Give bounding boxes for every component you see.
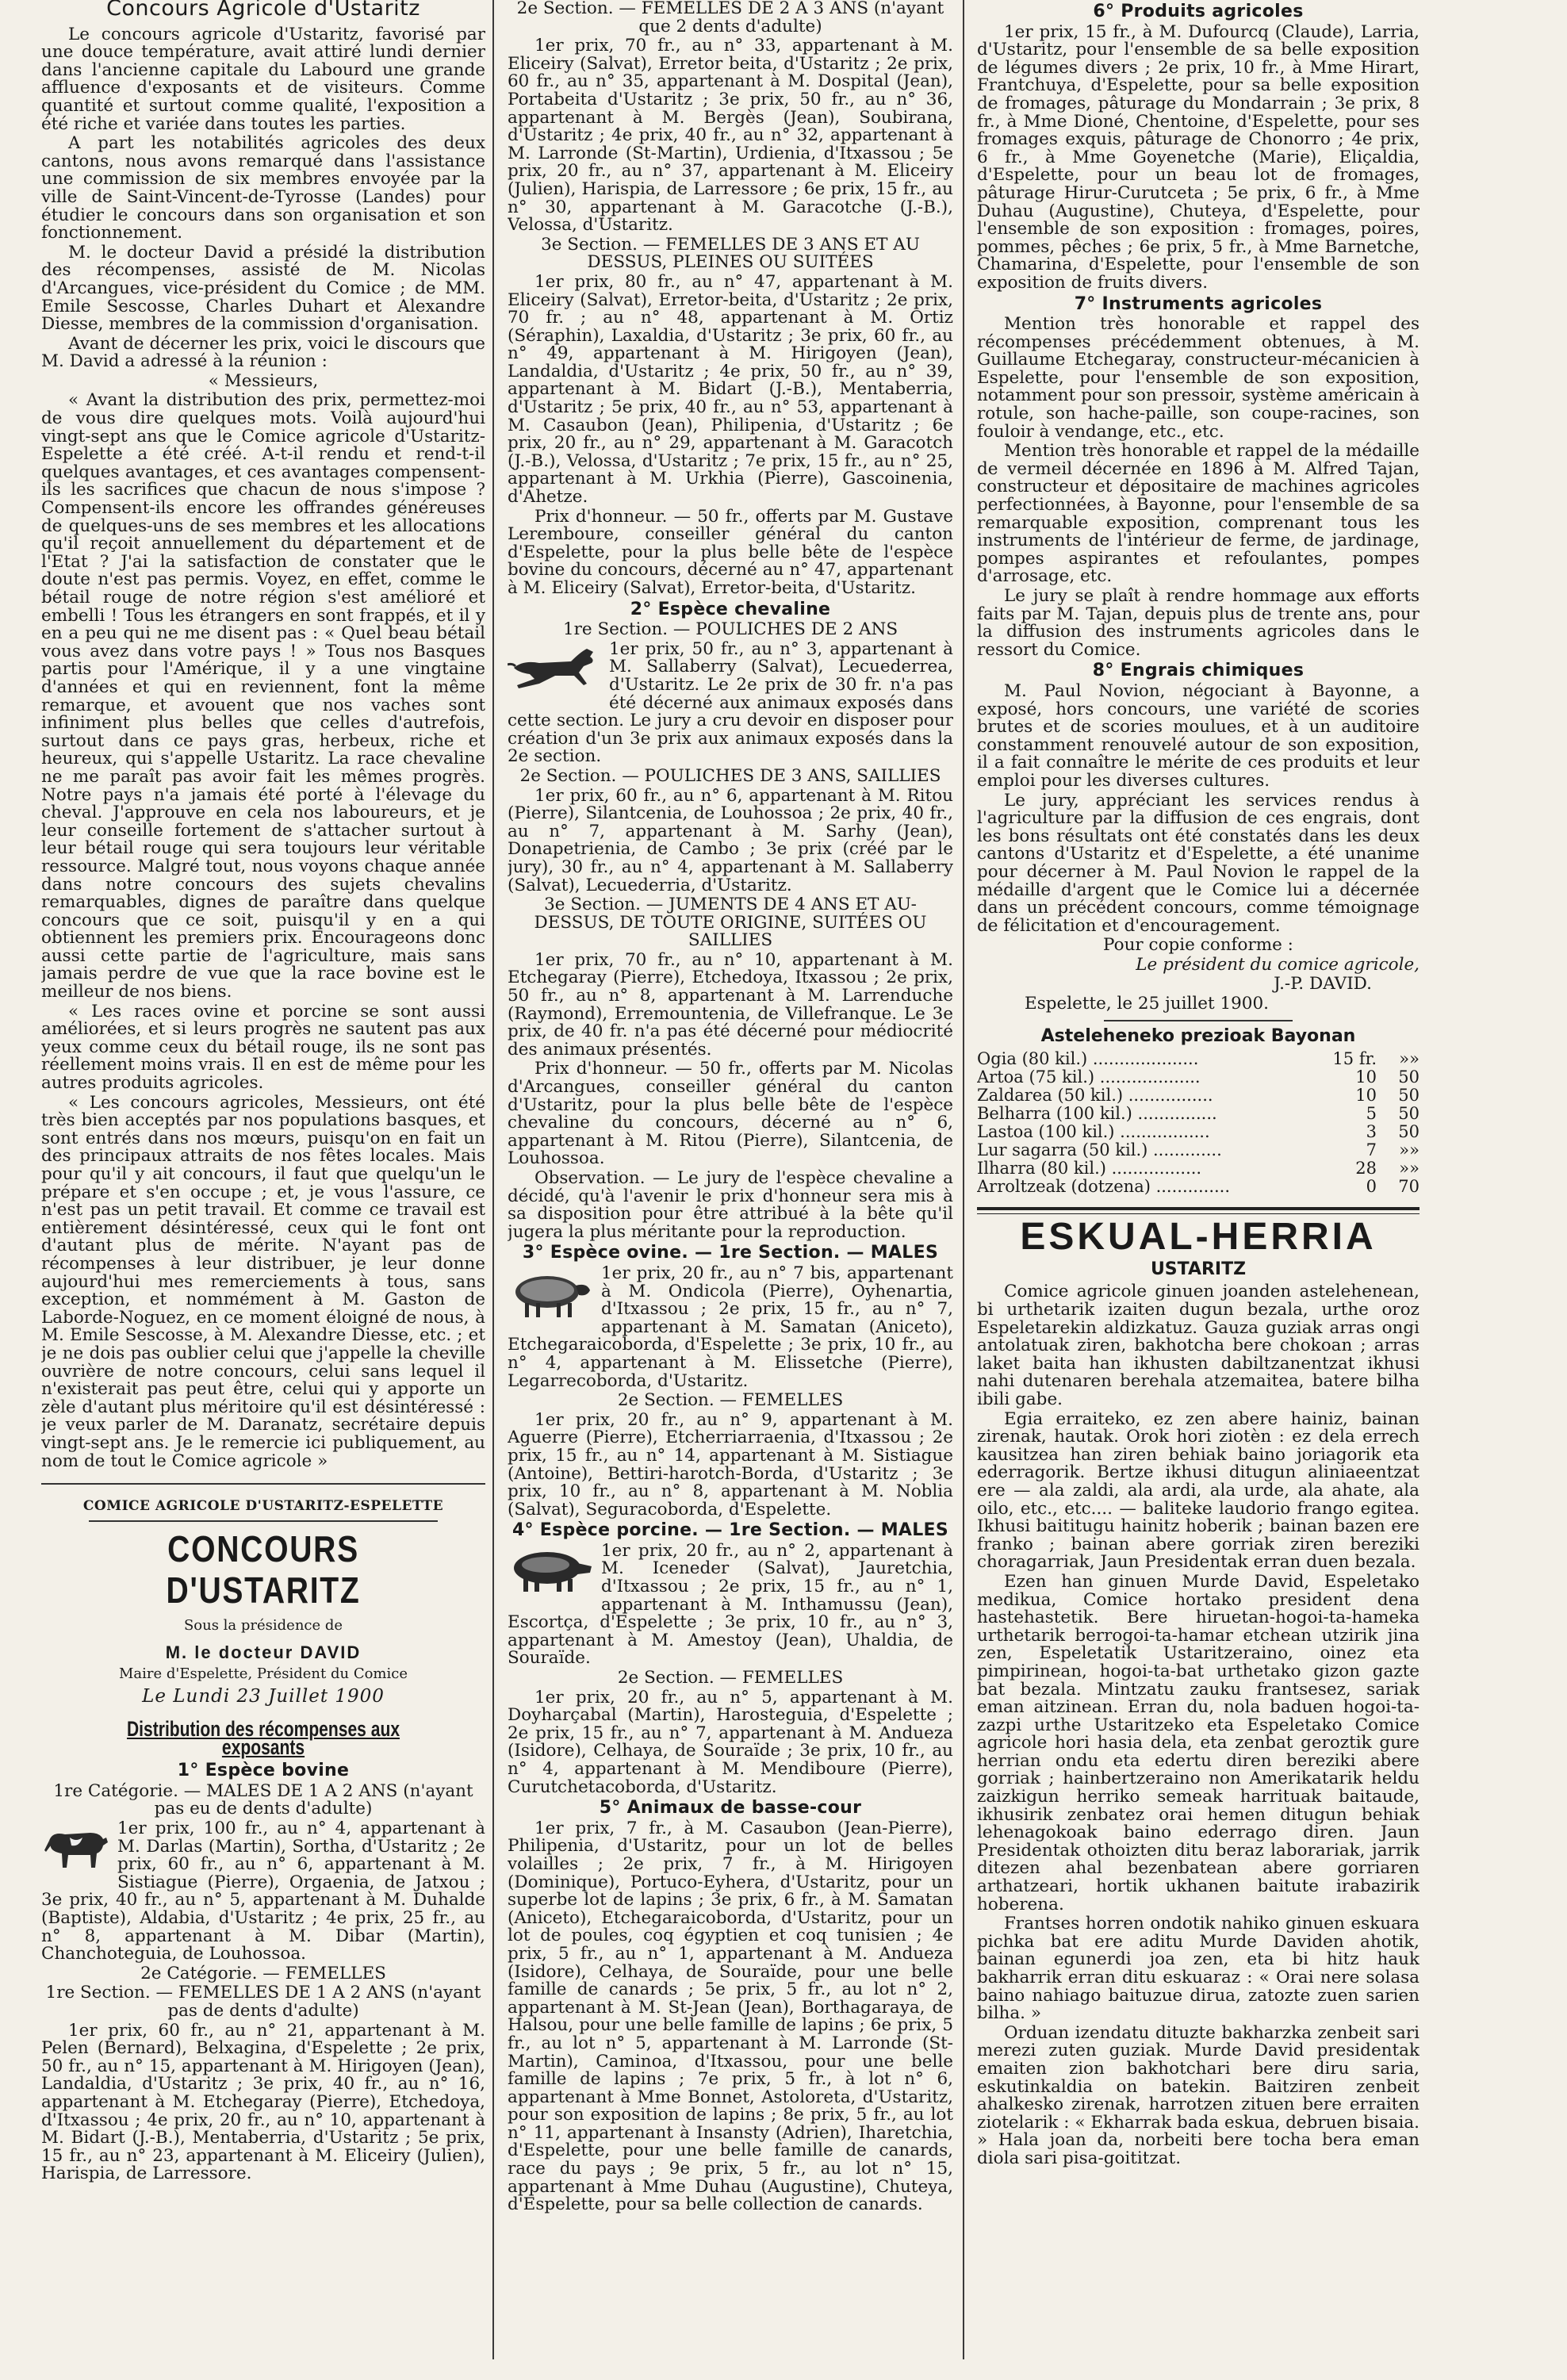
price-item: Lastoa (100 kil.) ................. xyxy=(977,1122,1210,1142)
price-value: 5 xyxy=(1366,1104,1377,1124)
paragraph: Le concours agricole d'Ustaritz, favorisé par une douce température, avait attiré lundi dernier dans l'ancienne capitale du Labourd une grande affluence d'exposants et de visiteurs. Comme quantité et surtout comme qualité, l'exposition a été riche et variée dans toutes les parties. xyxy=(41,24,485,134)
price-row xyxy=(977,1105,1419,1123)
section-subheading: 2e Section. — FEMELLES xyxy=(617,1668,844,1688)
column-left xyxy=(41,0,485,2367)
price-item: Lur sagarra (50 kil.) ............. xyxy=(977,1140,1222,1160)
paragraph: « Messieurs, xyxy=(208,370,319,391)
section-heading: 6° Produits agricoles xyxy=(1093,2,1304,21)
paragraph: A part les notabilités agricoles des deux cantons, nous avons remarqué dans l'assistance une commission de six membres envoyée par la ville de Saint-Vincent-de-Tyrosse (Landes) pour étudier le concours dans son organisation et son fonctionnement. xyxy=(41,133,485,243)
prize-list: 1er prix, 60 fr., au n° 21, appartenant à M. Pelen (Bernard), Belxagina, d'Espelette ; 2e prix, 50 fr., au n° 15, appartenant à M. Hirigoyen (Jean), Landaldia, d'Ustaritz ; 3e prix, 40 fr., au n° 16, appartenant à M. Etchegaray (Pierre), Etchedoya, d'Itxassou ; 4e prix, 20 fr., au n° 10, appartenant à M. Bidart (J.-B.), Mentaberria, d'Ustaritz ; 5e prix, 15 fr., au n° 23, appartenant à M. Eliceiry (Julien), Harispia, de Larressore. xyxy=(41,2020,485,2184)
price-row xyxy=(977,1141,1419,1159)
prize-list: 1er prix, 20 fr., au n° 7 bis, appartenant à M. Ondicola (Pierre), Oyhenartia, d'Itxassou ; 2e prix, 15 fr., au n° 7, appartenant à M. Samatan (Aniceto), Etchegaraicoborda, d'Espelette ; 3e prix, 10 fr., au n° 4, appartenant à M. Elissetche (Pierre), Legarrecoborda, d'Ustaritz. xyxy=(508,1263,953,1391)
prize-list: 1er prix, 60 fr., au n° 6, appartenant à M. Ritou (Pierre), Silantcenia, de Louhossoa ; 2e prix, 40 fr., au n° 7, appartenant à M. Sarhy (Jean), Donapetrienia, de Cambo ; 3e prix (créé par le jury), 30 fr., au n° 4, appartenant à M. Sallaberry (Salvat), Lecuederria, d'Ustaritz. xyxy=(508,785,953,895)
price-value: »» xyxy=(1399,1140,1419,1160)
section-heading: 7° Instruments agricoles xyxy=(1074,293,1323,314)
paragraph: « Avant la distribution des prix, permettez-moi de vous dire quelques mots. Voilà aujourd'hui vingt-sept ans que le Comice agricole d'Ustaritz-Espelette a été créé. A-t-il rendu et rend-t-il quelques avantages, et ces avantages compensent-ils les sacrifices que chacun de nous s'impose ? Compensent-ils encore les offrandes généreuses de quelques-uns de ses membres et les allocations qu'il reçoit annuellement du département et de l'Etat ? J'ai la satisfaction de constater que le doute n'est pas permis. Voyez, en effet, comme le bétail rouge de notre région s'est amélioré et embelli ! Tous les étrangers en sont frappés, et il y en a peu qui ne me disent pas : « Quel beau bétail vous avez dans votre pays ! » Tous nos Basques partis pour l'Amérique, il y a une vingtaine d'années et qui en reviennent, font la même remarque, et avouent que nos vaches sont infiniment plus belles que celles d'autrefois, surtout dans ce pays gras, herbeux, riche et heureux, qui s'appelle Ustaritz. La race chevaline ne me paraît pas avoir fait les mêmes progrès. Notre pays n'a jamais été porté à l'élevage du cheval. J'approuve en cela nos laboureurs, et je leur conseille fortement de s'attacher surtout à leur bétail rouge qui sera toujours leur véritable ressource. Malgré tout, nous voyons chaque année dans notre concours des sujets chevalins remarquables, dignes de paraître dans quelque concours que ce soit, puisqu'il y en a qui obtiennent les premiers prix. Encourageons donc aussi cette partie de l'agriculture, mais sans jamais perdre de vue que la race bovine est le meilleur de nos biens. xyxy=(41,390,485,1002)
section-heading: 5° Animaux de basse-cour xyxy=(599,1798,862,1819)
category-heading: 2e Catégorie. — FEMELLES xyxy=(140,1963,386,1983)
prize-list: 1er prix, 70 fr., au n° 33, appartenant à M. Eliceiry (Salvat), Erretor beita, d'Ustaritz ; 2e prix, 60 fr., au n° 35, appartenant à M. Dospital (Jean), Portabeita d'Ustaritz ; 3e prix, 50 fr., au n° 36, appartenant à M. Bergès (Jean), Soubirana, d'Ustaritz ; 4e prix, 40 fr., au n° 32, appartenant à M. Larronde (St-Martin), Urdienia, d'Itxassou ; 5e prix, 20 fr., au n° 37, appartenant à M. Eliceiry (Julien), Harispia, de Larressore ; 6e prix, 15 fr., au n° 30, appartenant à M. Garacotche (J.-B.), Velossa, d'Ustaritz. xyxy=(508,36,953,236)
sheep-illustration xyxy=(508,1268,595,1325)
section-heading: 3° Espèce ovine. — 1re Section. — MALES xyxy=(522,1243,939,1263)
price-value: 10 xyxy=(1355,1086,1377,1106)
cow-illustration xyxy=(41,1823,111,1877)
divider xyxy=(977,1207,1419,1214)
price-value: »» xyxy=(1399,1159,1419,1179)
price-item: Ilharra (80 kil.) ................. xyxy=(977,1159,1202,1179)
section-subheading: 3e Section. — JUMENTS DE 4 ANS ET AU-DESSUS, DE TOUTE ORIGINE, SUITÉES OU SAILLIES xyxy=(534,895,927,951)
price-table xyxy=(977,1050,1419,1196)
divider xyxy=(1104,1020,1293,1021)
section-subheading: 1re Section. — POULICHES DE 2 ANS xyxy=(562,619,898,640)
paragraph: Frantses horren ondotik nahiko ginuen eskuara pichka bat ere aditu Murde Daviden ahotik, bainan egunerdi joa zen, eta bi hitz hauk bakharrik erran ditu eskuaraz : « Orai nere solasa baino nahiago baituzue dirua, zatozte zuen sarien bilha. » xyxy=(977,1914,1419,2024)
column-middle xyxy=(508,0,953,2367)
prize-list: 1er prix, 50 fr., au n° 3, appartenant à M. Sallaberry (Salvat), Lecuederrea, d'Ustaritz. Le 2e prix de 30 fr. n'a pas été décerné aux animaux exposés dans cette section. Le jury a cru devoir en disposer pour création d'un 3e prix aux animaux exposés dans la 2e section. xyxy=(508,638,953,767)
pig-illustration xyxy=(508,1546,595,1600)
prize-list: 1er prix, 7 fr., à M. Casaubon (Jean-Pierre), Philipenia, d'Ustaritz, pour un lot de belles volailles ; 2e prix, 7 fr., à M. Hirigoyen (Dominique), Portuco-Eyhera, d'Ustaritz, pour un superbe lot de lapins ; 3e prix, 6 fr., à M. Samatan (Aniceto), Etchegaraicoborda, d'Ustaritz, pour un lot de poules, coq égyptien et coq tunisien ; 4e prix, 5 fr., au n° 1, appartenant à M. Andueza (Isidore), Celhaya, de Souraïde, pour une belle famille de canards ; 5e prix, 5 fr., au lot n° 2, appartenant à M. St-Jean (Jean), Borthagaraya, de Halsou, pour une belle famille de lapins ; 6e prix, 5 fr., au lot n° 5, appartenant à M. Larronde (St-Martin), Caminoa, d'Itxassou, pour une belle famille de lapins ; 7e prix, 5 fr., à lot n° 6, appartenant à Mme Bonnet, Astoloreta, d'Ustaritz, pour son exposition de lapins ; 8e prix, 5 fr., au lot n° 11, appartenant à Insansty (Adrien), Iharetchia, d'Espelette, pour une belle famille de canards, race du pays ; 9e prix, 5 fr., au lot n° 15, appartenant à Mme Duhau (Augustine), Chuteya, d'Espelette, pour sa belle collection de canards. xyxy=(508,1818,953,2215)
paragraph: Orduan izendatu dituzte bakharzka zenbeit sari merezi zuten guziak. Murde David presidentak emaiten zion bakhotchari bere diru saria, eskutinkaldia on batekin. Baitziren zenbeit ahalkesko zirenak, harrotzen zituen bere erraiten ziotelarik : « Ekharrak bada eskua, debruen bisaia. » Hala joan da, norbeiti bere tocha bera eman diola sari pisa-goititzat. xyxy=(977,2022,1419,2168)
price-item: Ogia (80 kil.) .................... xyxy=(977,1049,1199,1069)
price-item: Zaldarea (50 kil.) ................ xyxy=(977,1086,1213,1106)
price-value: 10 xyxy=(1355,1067,1377,1087)
prize-list: 1er prix, 20 fr., au n° 5, appartenant à M. Doyharçabal (Martin), Harosteguia, d'Espelette ; 2e prix, 15 fr., au n° 7, appartenant à M. Andueza (Isidore), Celhaya, de Souraïde ; 3e prix, 10 fr., au n° 4, appartenant à M. Mendiboure (Pierre), Curutchetacoborda, d'Ustaritz. xyxy=(508,1687,953,1797)
price-row xyxy=(977,1123,1419,1141)
honor-prize: Prix d'honneur. — 50 fr., offerts par M. Nicolas d'Arcangues, conseiller général du canton d'Ustaritz, pour la plus belle bête de l'espèce chevaline du concours, décerné au n° 6, appartenant à M. Ritou (Pierre), Silantcenia, de Louhossoa. xyxy=(508,1059,953,1169)
divider xyxy=(89,1520,438,1522)
signature-role: Le président du comice agricole, xyxy=(1136,954,1419,975)
prize-list: 1er prix, 80 fr., au n° 47, appartenant à M. Eliceiry (Salvat), Erretor-beita, d'Ustaritz ; 2e prix, 70 fr. ; au n° 48, appartenant à M. Ortiz (Séraphin), Laxaldia, d'Ustaritz ; 3e prix, 60 fr., au n° 49, appartenant à M. Hirigoyen (Jean), Landaldia, d'Ustaritz ; 4e prix, 50 fr., au n° 39, appartenant à M. Bidart (J.-B.), Mentaberria, d'Ustaritz ; 5e prix, 40 fr., au n° 53, appartenant à M. Casaubon (Jean), Philipenia, d'Ustaritz ; 6e prix, 20 fr., au n° 29, appartenant à M. Garacotch (J.-B.), Velossa, d'Ustaritz ; 7e prix, 15 fr., au n° 25, appartenant à M. Urkhia (Pierre), Gascoinenia, d'Ahetze. xyxy=(508,271,953,508)
column-rule xyxy=(963,0,964,2359)
price-row xyxy=(977,1068,1419,1087)
price-value: 70 xyxy=(1398,1177,1419,1197)
price-value: 3 xyxy=(1366,1122,1377,1142)
paragraph: Le jury se plaît à rendre hommage aux efforts faits par M. Tajan, depuis plus de trente ans, pour la diffusion des instruments agricoles dans le ressort du Comice. xyxy=(977,586,1419,660)
price-value: 15 fr. xyxy=(1332,1049,1377,1069)
price-item: Arroltzeak (dotzena) .............. xyxy=(977,1177,1231,1197)
section-heading: 4° Espèce porcine. — 1re Section. — MALES xyxy=(511,1520,949,1541)
price-item: Belharra (100 kil.) ............... xyxy=(977,1104,1217,1124)
price-value: 50 xyxy=(1398,1104,1419,1124)
concours-title: CONCOURS D'USTARITZ xyxy=(166,1527,361,1611)
signature-name: J.-P. DAVID. xyxy=(1274,974,1372,995)
price-value: 28 xyxy=(1355,1159,1377,1179)
section-subheading: 3e Section. — FEMELLES DE 3 ANS ET AU DESSUS, PLEINES OU SUITÉES xyxy=(541,234,920,273)
president-role: Maire d'Espelette, Président du Comice xyxy=(119,1665,408,1682)
prize-list: 1er prix, 70 fr., au n° 10, appartenant à M. Etchegaray (Pierre), Etchedoya, Itxassou ; 2e prix, 50 fr., au n° 8, appartenant à M. Larrenduche (Raymond), Erremountenia, de Villefranque. Le 3e prix, de 40 fr. n'a pas été décerné pour médiocrité des animaux présentés. xyxy=(508,949,953,1060)
prices-heading: Asteleheneko prezioak Bayonan xyxy=(1040,1025,1356,1046)
category-heading: 1re Catégorie. — MALES DE 1 A 2 ANS (n'ayant pas eu de dents d'adulte) xyxy=(53,1780,473,1819)
column-right xyxy=(977,0,1419,2367)
section-heading: 2° Espèce chevaline xyxy=(630,599,831,619)
president-name: M. le docteur DAVID xyxy=(165,1642,362,1663)
paragraph: Le jury, appréciant les services rendus à l'agriculture par la diffusion de ces engrais, dont les bons résultats ont été constatés dans les deux cantons d'Ustaritz et d'Espelette, a été unanime pour décerner à M. Paul Novion le rappel de la médaille d'argent que le Comice lui a décernée dans un précédent concours, comme témoignage de félicitation et d'encouragement. xyxy=(977,790,1419,936)
section-subheading: 2e Section. — FEMELLES DE 2 A 3 ANS (n'ayant que 2 dents d'adulte) xyxy=(516,0,944,36)
dateline: Espelette, le 25 juillet 1900. xyxy=(1025,994,1270,1014)
price-value: 50 xyxy=(1398,1067,1419,1087)
column-rule xyxy=(492,0,494,2359)
price-row xyxy=(977,1178,1419,1196)
section-subheading: 2e Section. — FEMELLES xyxy=(617,1390,844,1411)
town-heading: USTARITZ xyxy=(1150,1259,1247,1279)
price-value: 0 xyxy=(1366,1177,1377,1197)
prize-list: 1er prix, 100 fr., au n° 4, appartenant à M. Darlas (Martin), Sortha, d'Ustaritz ; 2e prix, 60 fr., au n° 6, appartenant à M. Sistiague (Pierre), Orgaenia, de Jatxou ; 3e prix, 40 fr., au n° 5, appartenant à M. Duhalde (Baptiste), Aldabia, d'Ustaritz ; 4e prix, 25 fr., au n° 8, appartenant à M. Dibar (Martin), Chanchoteguia, de Louhossoa. xyxy=(41,1819,485,1964)
paragraph: M. Paul Novion, négociant à Bayonne, a exposé, hors concours, une variété de scories brutes et de scories moulues, et à un auditoire constamment renouvelé autour de son exposition, il a fait connaître le mérite de ces produits et leur emploi pour les diverses cultures. xyxy=(977,680,1419,791)
paragraph: M. le docteur David a présidé la distribution des récompenses, assisté de M. Nicolas d'Arcangues, vice-président du Comice ; de MM. Emile Sescosse, Charles Duhart et Alexandre Diesse, membres de la commission d'organisation. xyxy=(41,242,485,335)
paragraph: « Les races ovine et porcine se sont aussi améliorées, et si leurs progrès ne sautent pas aux yeux comme ceux du bétail rouge, ils ne sont pas réellement moins vrais. Il en est de même pour les autres produits agricoles. xyxy=(41,1001,485,1094)
paragraph: Mention très honorable et rappel des récompenses précédemment obtenues, à M. Guillaume Etchegaray, constructeur-mécanicien à Espelette, pour l'ensemble de son exposition, notamment pour son pressoir, système américain à rotule, son hache-paille, son coupe-racines, son fouloir à vendange, etc., etc. xyxy=(977,314,1419,442)
event-date: Le Lundi 23 Juillet 1900 xyxy=(142,1686,385,1707)
price-row xyxy=(977,1087,1419,1105)
prize-list: 1er prix, 20 fr., au n° 2, appartenant à M. Iceneder (Salvat), Jauretchia, d'Itxassou ; 2e prix, 15 fr., au n° 1, appartenant à M. Inthamussu (Jean), Escortça, d'Espelette ; 3e prix, 10 fr., au n° 3, appartenant à M. Amestoy (Jean), Uhaldia, de Souraïde. xyxy=(508,1540,953,1669)
honor-prize: Prix d'honneur. — 50 fr., offerts par M. Gustave Leremboure, conseiller général du canton d'Espelette, pour la plus belle bête de l'espèce bovine du concours, décerné au n° 47, appartenant à M. Eliceiry (Salvat), Erretor-beita, d'Ustaritz. xyxy=(508,506,953,598)
price-row xyxy=(977,1159,1419,1178)
price-value: 50 xyxy=(1398,1086,1419,1106)
paragraph: Mention très honorable et rappel de la médaille de vermeil décernée en 1896 à M. Alfred Tajan, constructeur et dépositaire de machines agricoles perfectionnées, à Bayonne, pour l'ensemble de sa remarquable exposition, comprenant tous les instruments de l'intérieur de ferme, de jardinage, pompes aspirantes et refoulantes, pompes d'arrosage, etc. xyxy=(977,441,1419,587)
observation: Observation. — Le jury de l'espèce chevaline a décidé, qu'à l'avenir le prix d'honneur sera mis à sa disposition pour être attribué à la bête qu'il jugera la plus méritante pour la reproduction. xyxy=(508,1168,953,1242)
horse-illustration xyxy=(508,644,603,699)
paragraph: Comice agricole ginuen joanden astelehenean, bi urthetarik izaiten dugun bezala, urthe oroz Espeletarekin aldizkatuz. Gauza guziak arras ongi antolatuak ziren, bakhotcha bere chokoan ; arras laket baita han ikhusten dabiltzanentzat ikhusi nahi dutenaren berehala atzemaitea, batere bilha ibili gabe. xyxy=(977,1282,1419,1409)
price-row xyxy=(977,1050,1419,1068)
prize-list: 1er prix, 15 fr., à M. Dufourcq (Claude), Larria, d'Ustaritz, pour l'ensemble de sa belle exposition de légumes divers ; 2e prix, 10 fr., à Mme Hirart, Frantchuya, d'Espelette, pour sa belle exposition de fromages, pâturage du Mondarrain ; 3e prix, 8 fr., à Mme Dioné, Chentoine, d'Espelette, pour ses fromages exquis, pâturage de Chonorro ; 4e prix, 6 fr., à Mme Goyenetche (Marie), Eliçaldia, d'Espelette, pour un beau lot de fromages, pâturage Hirur-Curutceta ; 5e prix, 6 fr., à Mme Duhau (Augustine), Chuteya, d'Espelette, pour l'ensemble de son exposition : fromages, poires, pommes, pêches ; 6e prix, 5 fr., à Mme Barnetche, Chamarina, d'Espelette, pour l'ensemble de son exposition de fruits divers. xyxy=(977,21,1419,293)
price-value: 50 xyxy=(1398,1122,1419,1142)
paragraph: Avant de décerner les prix, voici le discours que M. David a adressé à la réunion : xyxy=(41,333,485,372)
section-masthead: ESKUAL-HERRIA xyxy=(1020,1216,1377,1259)
price-value: »» xyxy=(1399,1049,1419,1069)
section-subheading: 1re Section. — FEMELLES DE 1 A 2 ANS (n'ayant pas de dents d'adulte) xyxy=(45,1983,481,2021)
divider xyxy=(41,1483,485,1485)
section-heading: 8° Engrais chimiques xyxy=(1092,661,1305,681)
paragraph: Egia erraiteko, ez zen abere hainiz, bainan zirenak, hautak. Orok hori ziotèn : ez dela errech kausitzea han ziren behiak baino joriagorik eta ederragorik. Bertze ikhusi ditugun aliniaeentzat ere — ala zaldi, ala ardi, ala urde, ala ahate, ala oilo, etc., etc.... — baliteke laudorio frango egitea. Ikhusi baititugu hainitz hoberik ; bainan bazen ere franko ; bainan abere gorriak ziren bereziki choragarriak, Jaun Presidentak erran duen bezala. xyxy=(977,1408,1419,1573)
price-item: Artoa (75 kil.) ................... xyxy=(977,1067,1201,1087)
prize-list: 1er prix, 20 fr., au n° 9, appartenant à M. Aguerre (Pierre), Etcherriarraenia, d'Itxassou ; 2e prix, 15 fr., au n° 14, appartenant à M. Sistiague (Antoine), Bettiri-harotch-Borda, d'Ustaritz ; 3e prix, 10 fr., au n° 8, appartenant à M. Noblia (Salvat), Seguracoborda, d'Espelette. xyxy=(508,1409,953,1520)
price-value: 7 xyxy=(1366,1140,1377,1160)
paragraph: Ezen han ginuen Murde David, Espeletako medikua, Comice hortako president dena hastehastetik. Bere hiruetan-hogoi-ta-hameka urthetarik berrogoi-ta-hamar etchean utzirik jina zen, Espeletatik Ustaritzeraino, oinez eta pimpirinean, hogoi-ta-bat urthetako gizon gazte bat bezala. Mintzatu zauku frantsesez, sariak eman aitzinean. Erran du, nola baduen hogoi-ta-zazpi urthe Ustaritzeko eta Espeletako Comice agricole hori hasia dela, eta zenbat geroztik gure herrian ondu eta edertu diren bereziki abere gorriak ; hainbertzeraino non Amerikatarik heldu zaizkigun herriko semeak harrituak baitaude, ikhusirik zenbatez orai hemen ditugun behiak lehenagokoak baino ederrago diren. Jaun Presidentak othoizten ditu beraz laborariak, jarrik ditezen ahal bezenbatean abere gorriaren arthatzeari, hortik ukhanen baitute irabazirik hoberena. xyxy=(977,1571,1419,1914)
paragraph: « Les concours agricoles, Messieurs, ont été très bien acceptés par nos populations basques, et sont entrés dans nos mœurs, puisqu'on en fait un des principaux attraits de nos fêtes locales. Mais pour qu'il y ait concours, il faut que quelqu'un le prépare et s'en occupe ; et, je vous l'assure, ce n'est pas un petit travail. Et comme ce travail est entièrement désintéressé, ceux qui le font ont d'autant plus de mérite. N'ayant pas de récompenses à leur distribuer, je leur donne aujourd'hui mes remerciements à tous, sans exception, et nommément à M. Gaston de Laborde-Noguez, en ce moment éloigné de nous, à M. Emile Sescosse, à M. Alexandre Diesse, etc. ; et je ne dois pas oublier celui que j'appelle la cheville ouvrière de notre concours, celui sans lequel il n'existerait pas peut être, celui qui y apporte un zèle d'autant plus méritoire qu'il est désintéressé : je veux parler de M. Daranatz, secrétaire depuis vingt-sept ans. Je le remercie ici publiquement, au nom de tout le Comice agricole » xyxy=(41,1092,485,1471)
article-title: Concours Agricole d'Ustaritz xyxy=(106,0,420,21)
presidence-label: Sous la présidence de xyxy=(183,1616,343,1634)
distribution-heading: Distribution des récompenses aux exposants xyxy=(126,1717,400,1759)
section-subheading: 2e Section. — POULICHES DE 3 ANS, SAILLIES xyxy=(519,765,941,786)
section-heading: 1° Espèce bovine xyxy=(177,1761,350,1781)
comice-heading: COMICE AGRICOLE D'USTARITZ-ESPELETTE xyxy=(82,1498,444,1515)
copy-note: Pour copie conforme : xyxy=(1103,935,1293,956)
